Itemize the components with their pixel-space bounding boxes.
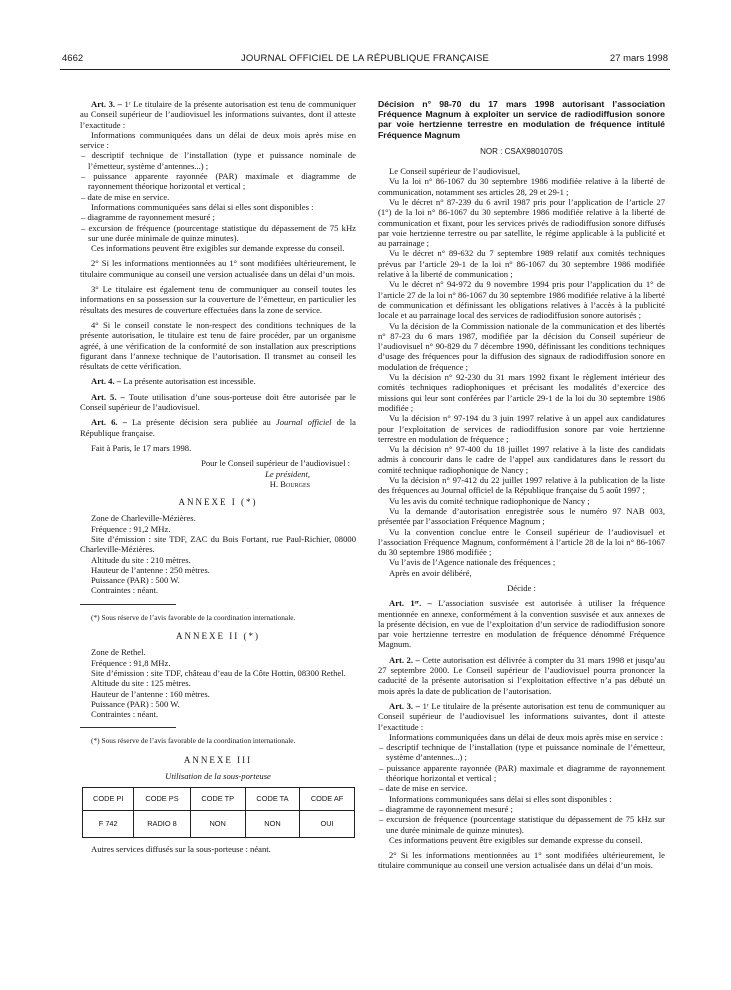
table-header: CODE AF	[300, 788, 355, 811]
page-header	[62, 53, 668, 67]
article-3-label: Art. 3. –	[389, 700, 420, 711]
page-number: 4662	[62, 53, 84, 64]
annex-2-line: Puissance (PAR) : 500 W.	[91, 698, 180, 709]
list-item-text: descriptif technique de l’installation (type et puissance nominale de l’émetteur, système d’antennes...) ;	[386, 742, 665, 763]
table-cell: F 742	[83, 811, 134, 838]
fait-a-paris: Fait à Paris, le 17 mars 1998.	[91, 442, 192, 453]
article-3-paragraph	[378, 701, 665, 732]
info-sans-delai: Informations communiquées sans délai si elles sont disponibles :	[91, 201, 314, 212]
list-item-text: puissance apparente rayonnée (PAR) maximale et diagramme de rayonnement théorique horizontal et vertical ;	[88, 171, 357, 192]
article-5-label: Art. 5. –	[91, 391, 125, 402]
list-item: – puissance apparente rayonnée (PAR) maximale et diagramme de rayonnement théorique horizontal et vertical ;	[81, 171, 357, 192]
list-item: – descriptif technique de l’installation (type et puissance nominale de l’émetteur, système d’antennes...) ;	[379, 742, 665, 763]
table-header: CODE TA	[245, 788, 299, 811]
visa: Vu les avis du comité technique radiophonique de Nancy ;	[389, 495, 590, 506]
autres-services: Autres services diffusés sur la sous-porteuse : néant.	[91, 844, 271, 855]
article-6-paragraph	[80, 417, 356, 438]
divider	[80, 727, 176, 728]
article-2-label: Art. 2. –	[389, 654, 420, 665]
annex-1-line: Zone de Charleville-Mézières.	[91, 513, 196, 524]
visa: Vu le décret n° 87-239 du 6 avril 1987 pris pour l’application de l’article 27 (1°) de la loi n° 86-1067 du 30 septembre 1986 modifiée relative à la liberté de communication et fixant, pour les services privés de radiodiffusion sonore diffusés par voie hertzienne terrestre ou par satellite, le régime applicable à la publicité et au parrainage ;	[378, 197, 665, 249]
article-4-label: Art. 4. –	[91, 376, 122, 387]
annex-1-line: Contraintes : néant.	[91, 585, 159, 596]
ces-informations: Ces informations peuvent être exigibles sur demande expresse du conseil.	[389, 834, 643, 845]
annex-2-title: ANNEXE II (*)	[176, 631, 260, 642]
article-4-paragraph	[80, 376, 356, 386]
ces-informations: Ces informations peuvent être exigibles sur demande expresse du conseil.	[91, 243, 345, 254]
visa: Vu le décret n° 89-632 du 7 septembre 1989 relatif aux comités techniques prévus par l’article 29-1 de la loi n° 86-1067 du 30 septembre 1986 modifiée relative à la liberté de communication ;	[378, 248, 665, 280]
annex-2-line: Hauteur de l’antenne : 160 mètres.	[91, 688, 210, 699]
annex-1-line: Altitude du site : 210 mètres.	[91, 554, 191, 565]
paragraph-2: 2° Si les informations mentionnées au 1° sont modifiées ultérieurement, le titulaire communique au conseil une version actualisée dans un délai d’un mois.	[378, 850, 665, 871]
divider	[80, 604, 176, 605]
info-deux-mois: Informations communiquées dans un délai de deux mois après mise en service :	[389, 731, 663, 742]
table-header-row	[83, 788, 355, 811]
article-3-paragraph	[80, 99, 356, 130]
nor-reference: NOR : CSAX9801070S	[480, 146, 563, 156]
issue-date: 27 mars 1998	[609, 53, 668, 64]
list-item: – puissance apparente rayonnée (PAR) maximale et diagramme de rayonnement théorique horizontal et vertical ;	[379, 762, 665, 784]
annex-2-line: Zone de Rethel.	[91, 647, 146, 658]
list-item-text: diagramme de rayonnement mesuré ;	[87, 212, 215, 223]
list-item: – diagramme de rayonnement mesuré ;	[379, 803, 513, 814]
annex-1-title: ANNEXE I (*)	[178, 497, 258, 508]
paragraph-2: 2° Si les informations mentionnées au 1° sont modifiées ultérieurement, le titulaire communique au conseil une version actualisée dans un délai d’un mois.	[80, 258, 356, 279]
signature-block	[80, 458, 356, 489]
sous-porteuse-table	[82, 787, 355, 838]
list-item-text: date de mise en service.	[385, 783, 468, 794]
article-6-text-end: de la République française.	[80, 417, 356, 438]
annex-3-subtitle: Utilisation de la sous-porteuse	[165, 771, 271, 782]
decision-title: Décision n° 98-70 du 17 mars 1998 autorisant l’association Fréquence Magnum à exploiter un service de radiodiffusion sonore par voie hertzienne terrestre en modulation de fréquence intitulé Fréquence Magnum	[378, 99, 665, 140]
article-6-text: La présente décision sera publiée au	[131, 417, 271, 428]
signature-title: Le président,	[265, 468, 310, 479]
annex-1-note: (*) Sous réserve de l’avis favorable de la coordination internationale.	[91, 612, 296, 622]
table-header: CODE PI	[83, 788, 134, 811]
list-item-text: excursion de fréquence (pourcentage statistique du dépassement de 75 kHz sur une durée minimale de quinze minutes).	[386, 814, 665, 835]
article-5-text: Toute utilisation d’une sous-porteuse doit être autorisée par le Conseil supérieur de l’audiovisuel.	[80, 391, 356, 413]
table-header: CODE TP	[190, 788, 245, 811]
visa: Après en avoir délibéré,	[389, 567, 472, 578]
article-6-label: Art. 6. –	[91, 417, 127, 428]
annex-2-line: Contraintes : néant.	[91, 709, 159, 720]
list-item-text: descriptif technique de l’installation (type et puissance nominale de l’émetteur, système d’antennes...) ;	[88, 150, 356, 171]
annex-1-line: Hauteur de l’antenne : 250 mètres.	[91, 564, 210, 575]
article-1-label: Art. 1ᵉʳ. –	[389, 598, 432, 609]
visa: Vu la convention conclue entre le Conseil supérieur de l’audiovisuel et l’association Fréquence Magnum, conformément à l’article 28 de la loi n° 86-1067 du 30 septembre 1986 modifiée ;	[378, 526, 665, 558]
annex-1-line: Fréquence : 91,2 MHz.	[91, 523, 171, 534]
article-1-paragraph	[378, 598, 665, 649]
visa: Vu la décision n° 92-230 du 31 mars 1992 fixant le règlement intérieur des comités techniques radiophoniques et précisant les modalités d’exercice des missions qui leur sont conférées par l’article 29-1 de la loi du 30 septembre 1986 modifiée ;	[378, 372, 665, 413]
table-cell: RADIO 8	[134, 811, 190, 838]
header-rule	[60, 69, 670, 70]
visa: Vu la décision n° 97-400 du 18 juillet 1997 relative à la liste des candidats admis à concourir dans le cadre de l’appel aux candidatures dans le ressort du comité technique radiophonique de Nancy ;	[378, 444, 665, 475]
article-2-paragraph	[378, 655, 665, 696]
article-1-text: L’association susvisée est autorisée à utiliser la fréquence mentionnée en annexe, conformément à la convention susvisée et aux annexes de la présente décision, en vue de l’exploitation d’un service de radiodiffusion sonore par voie hertzienne terrestre en modulation de fréquence dénommé Fréquence Magnum.	[378, 598, 666, 650]
decide: Décide :	[507, 582, 536, 593]
info-deux-mois: Informations communiquées dans un délai de deux mois après mise en service :	[80, 129, 356, 151]
annex-2-line: Site d’émission : site TDF, château d’eau de la Côte Hottin, 08300 Rethel.	[91, 667, 346, 678]
article-3-text: 1ʳ Le titulaire de la présente autorisation est tenu de communiquer au Conseil supérieur de l’audiovisuel les informations suivantes, dont il atteste l’exactitude :	[80, 99, 356, 130]
visa: Vu la demande d’autorisation enregistrée sous le numéro 97 NAB 003, présentée par l’association Fréquence Magnum ;	[378, 505, 665, 527]
list-item-text: date de mise en service.	[87, 191, 170, 202]
list-item: – diagramme de rayonnement mesuré ;	[81, 212, 215, 223]
table-cell: OUI	[300, 811, 355, 838]
visa: Vu la décision n° 97-194 du 3 juin 1997 relative à un appel aux candidatures pour l’exploitation de services de radiodiffusion sonore par voie hertzienne terrestre en modulation de fréquence ;	[378, 413, 665, 444]
list-item: – date de mise en service.	[379, 783, 468, 794]
article-3-text: 1ʳ Le titulaire de la présente autorisation est tenu de communiquer au Conseil supérieur de l’audiovisuel les informations suivantes, dont il atteste l’exactitude :	[378, 700, 665, 732]
signature-line: Pour le Conseil supérieur de l’audiovisuel :	[201, 458, 350, 469]
paragraph-3: 3° Le titulaire est également tenu de communiquer au conseil toutes les informations en sa possession sur la couverture de l’émetteur, en particulier les résultats des mesures de couverture effectuées dans la zone de service.	[80, 284, 356, 315]
visa: Vu l’avis de l’Agence nationale des fréquences ;	[389, 557, 556, 568]
annex-1-line: Puissance (PAR) : 500 W.	[91, 575, 180, 586]
table-row	[83, 811, 355, 838]
journal-title: JOURNAL OFFICIEL DE LA RÉPUBLIQUE FRANÇAISE	[240, 53, 490, 64]
article-4-text: La présente autorisation est incessible.	[123, 376, 256, 387]
right-column	[378, 99, 665, 871]
visa: Vu le décret n° 94-972 du 9 novembre 1994 pris pour l’application du 1° de l’article 27 de la loi n° 86-1067 du 30 septembre 1986 modifiée relative à la liberté de communication et définissant les obligations relatives à l’accès à la publicité locale et au parrainage local des services de radiodiffusion sonore autorisés ;	[378, 279, 665, 321]
annex-2-line: Fréquence : 91,8 MHz.	[91, 657, 171, 668]
list-item-text: diagramme de rayonnement mesuré ;	[385, 803, 513, 814]
info-sans-delai: Informations communiquées sans délai si elles sont disponibles :	[389, 793, 612, 804]
list-item: – descriptif technique de l’installation (type et puissance nominale de l’émetteur, système d’antennes...) ;	[81, 150, 356, 171]
visa: Vu la décision n° 97-412 du 22 juillet 1997 relative à la publication de la liste des fréquences au Journal officiel de la République française du 5 août 1997 ;	[378, 475, 665, 496]
article-5-paragraph	[80, 392, 356, 413]
list-item-text: excursion de fréquence (pourcentage statistique du dépassement de 75 kHz sur une durée minimale de quinze minutes).	[88, 222, 356, 243]
visa: Vu la loi n° 86-1067 du 30 septembre 1986 modifiée relative à la liberté de communication, notamment ses articles 28, 29 et 29-1 ;	[378, 176, 665, 197]
list-item: – date de mise en service.	[81, 191, 170, 202]
visa: Vu la décision de la Commission nationale de la communication et des libertés n° 87-23 du 6 mars 1987, modifiée par la décision du Conseil supérieur de l’audiovisuel n° 90-829 du 7 décembre 1990, définissant les conditions techniques d’usage des fréquences pour la diffusion des signaux de radiodiffusion sonore en modulation de fréquence ;	[378, 320, 665, 372]
annex-1-line: Site d’émission : site TDF, ZAC du Bois Fortant, rue Paul-Richier, 08000 Charleville-Mézières.	[80, 533, 356, 555]
article-3-label: Art. 3. –	[91, 99, 122, 109]
table-cell: NON	[245, 811, 299, 838]
journal-officiel-italic: Journal officiel	[275, 417, 332, 428]
table-header: CODE PS	[134, 788, 190, 811]
visa: Le Conseil supérieur de l’audiovisuel,	[389, 166, 521, 177]
annex-2-line: Altitude du site : 125 mètres.	[91, 678, 191, 689]
signature-name: H. Bourges	[269, 478, 310, 489]
paragraph-4: 4° Si le conseil constate le non-respect des conditions techniques de la présente autorisation, le titulaire est tenu de faire procéder, par un organisme agréé, à une vérification de la conformité de son installation aux prescriptions figurant dans l’annexe technique de l’autorisation. Il transmet au conseil les résultats de cette vérification.	[80, 319, 356, 372]
table-cell: NON	[190, 811, 245, 838]
list-item: – excursion de fréquence (pourcentage statistique du dépassement de 75 kHz sur une durée minimale de quinze minutes).	[379, 814, 665, 835]
list-item-text: puissance apparente rayonnée (PAR) maximale et diagramme de rayonnement théorique horizontal et vertical ;	[386, 762, 665, 784]
article-2-text: Cette autorisation est délivrée à compter du 31 mars 1998 et jusqu’au 27 septembre 2000. Le Conseil supérieur de l’audiovisuel pourra prononcer la caducité de la présente autorisation si l’exploitation effective n’a pas débuté un mois après la date de publication de l’autorisation.	[378, 654, 665, 696]
annex-3-title: ANNEXE III	[183, 754, 253, 765]
list-item: – excursion de fréquence (pourcentage statistique du dépassement de 75 kHz sur une durée minimale de quinze minutes).	[81, 222, 356, 243]
left-column	[80, 99, 356, 855]
annex-2-note: (*) Sous réserve de l’avis favorable de la coordination internationale.	[91, 736, 296, 746]
